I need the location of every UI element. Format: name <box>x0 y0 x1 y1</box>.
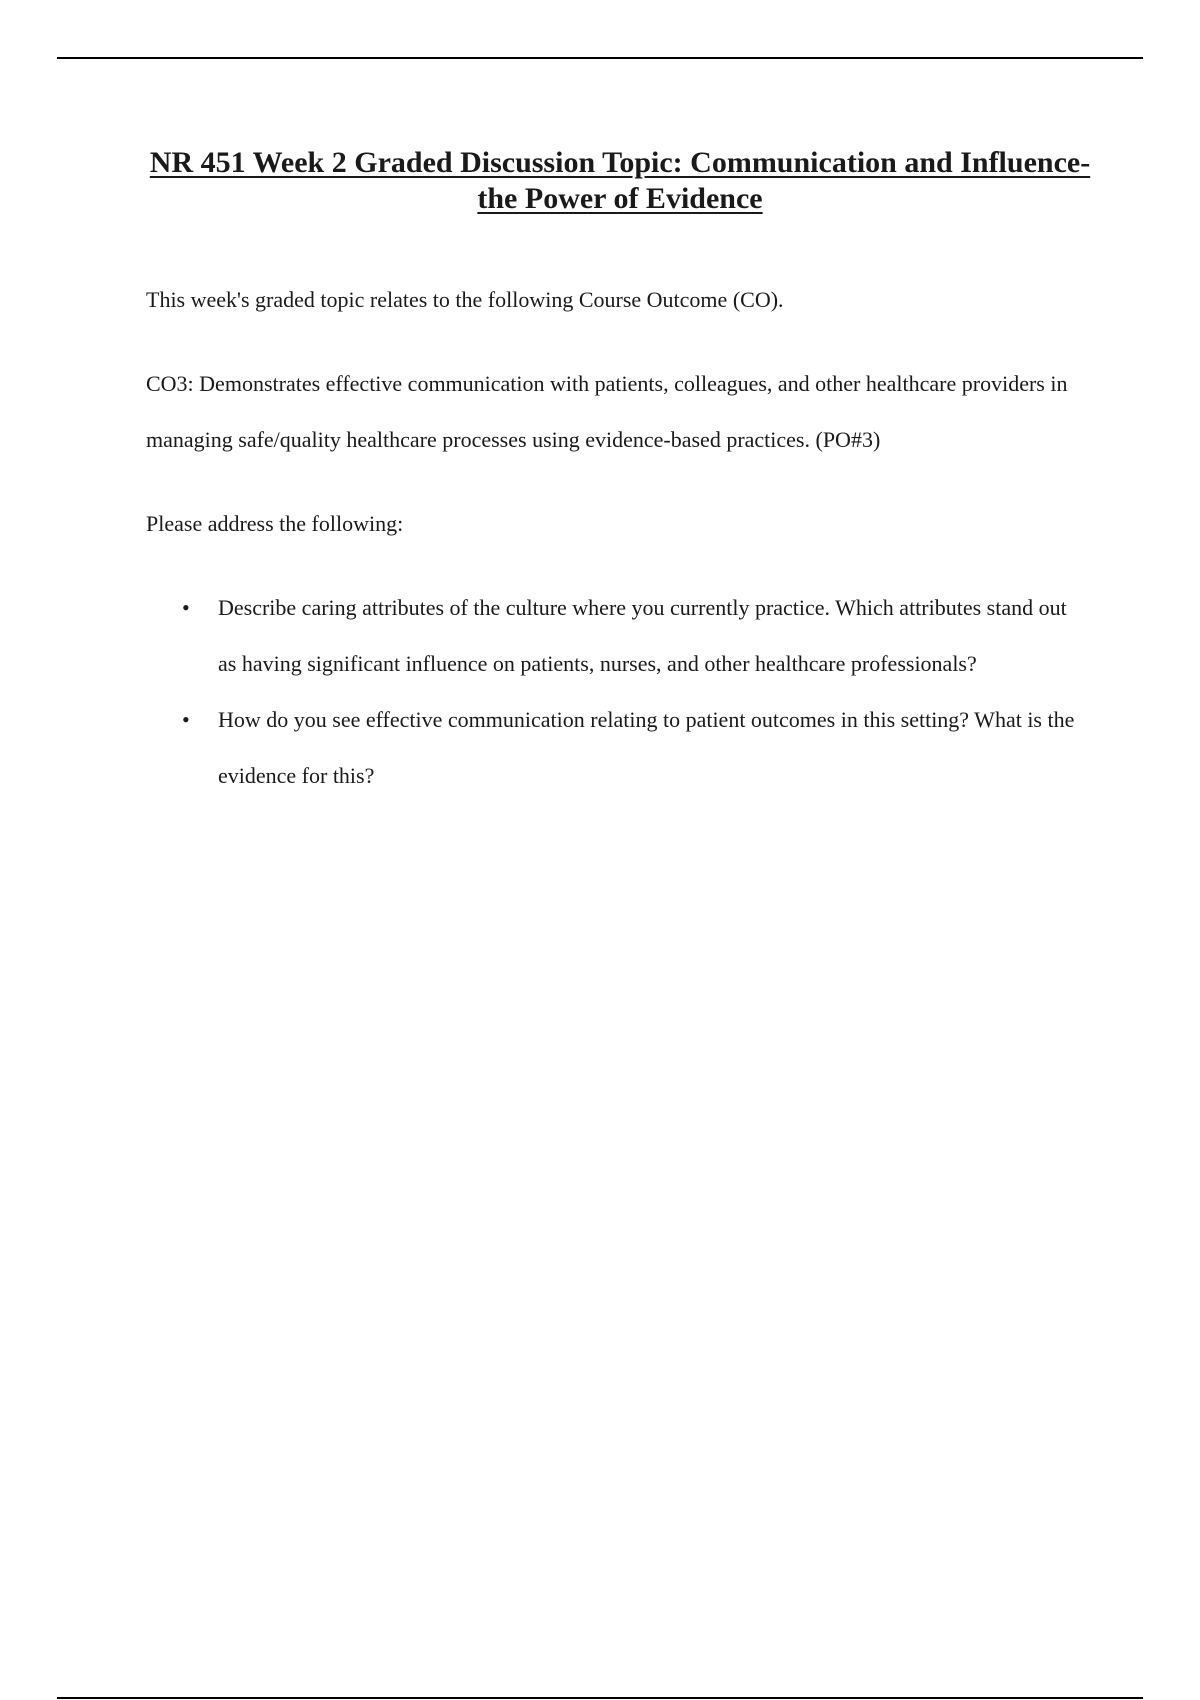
bottom-rule <box>57 1697 1143 1699</box>
question-text: Describe caring attributes of the culture where you currently practice. Which attributes stand out as having significant influence on patients, nurses, and other healthcare professionals? <box>218 595 1067 676</box>
list-item <box>146 580 1086 692</box>
bullet-icon: • <box>182 707 190 732</box>
course-outcome-paragraph: CO3: Demonstrates effective communication with patients, colleagues, and other healthcare providers in managing safe/quality healthcare processes using evidence-based practices. (PO#3) <box>146 371 1068 452</box>
bullet-icon: • <box>182 595 190 620</box>
document-title: NR 451 Week 2 Graded Discussion Topic: Communication and Influence-the Power of Evidence <box>149 146 1091 215</box>
prompt-paragraph: Please address the following: <box>146 511 404 536</box>
list-item <box>146 692 1086 804</box>
question-text: How do you see effective communication relating to patient outcomes in this setting? What is the evidence for this? <box>218 707 1075 788</box>
top-rule <box>57 57 1143 59</box>
question-list <box>146 580 1086 804</box>
intro-paragraph: This week's graded topic relates to the following Course Outcome (CO). <box>146 287 784 312</box>
